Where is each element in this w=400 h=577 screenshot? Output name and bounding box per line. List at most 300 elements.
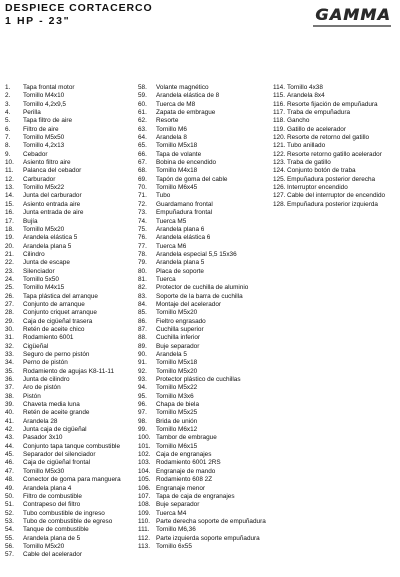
part-name: Tornillo M5x20 xyxy=(23,542,65,550)
part-list-item xyxy=(138,184,270,192)
part-number: 19. xyxy=(5,234,14,242)
part-list-item xyxy=(5,259,133,267)
part-name: Empuñadura posterior izquierda xyxy=(287,200,378,208)
part-name: Tapa de caja de engranajes xyxy=(156,492,235,500)
part-list-item xyxy=(5,84,133,92)
part-list-item xyxy=(138,134,270,142)
part-number: 44. xyxy=(5,442,14,450)
part-number: 110. xyxy=(138,517,150,525)
part-list-item xyxy=(138,468,270,476)
part-number: 90. xyxy=(138,351,147,358)
part-list-item xyxy=(138,434,270,442)
part-name: Engranaje menor xyxy=(156,484,206,492)
part-number: 113. xyxy=(138,542,150,550)
part-list-item xyxy=(138,409,270,417)
part-list-item xyxy=(5,451,133,459)
part-number: 12. xyxy=(5,175,14,183)
part-number: 70. xyxy=(138,184,147,192)
part-list-item xyxy=(5,459,133,467)
part-list-item xyxy=(138,142,270,150)
part-list-item xyxy=(5,126,133,134)
part-number: 125. xyxy=(273,175,286,183)
parts-column-3 xyxy=(273,84,400,209)
part-list-item xyxy=(5,535,133,543)
part-name: Cebador xyxy=(23,150,48,158)
part-number: 21. xyxy=(5,250,14,258)
part-number: 87. xyxy=(138,325,147,333)
part-name: Cigüeñal xyxy=(23,342,49,350)
part-name: Tubo combustible de ingreso xyxy=(23,509,105,517)
part-list-item xyxy=(5,476,133,484)
part-list-item xyxy=(5,284,133,292)
part-list-item xyxy=(5,251,133,259)
part-name: Chaveta media luna xyxy=(23,401,80,409)
part-name: Tornillo M6x12 xyxy=(156,426,198,434)
part-list-item xyxy=(5,201,133,209)
part-list-item xyxy=(138,326,270,334)
part-number: 28. xyxy=(5,309,14,317)
part-list-item xyxy=(138,293,270,301)
part-list-item xyxy=(138,334,270,342)
part-list-item xyxy=(138,243,270,251)
part-list-item xyxy=(5,326,133,334)
part-name: Arandela 8 xyxy=(156,134,187,142)
part-list-item xyxy=(5,109,133,117)
part-name: Interruptor encendido xyxy=(287,184,348,192)
part-name: Seguro de perno pistón xyxy=(23,351,90,358)
part-number: 91. xyxy=(138,359,147,367)
part-list-item xyxy=(138,476,270,484)
part-list-item xyxy=(5,384,133,392)
part-list-item xyxy=(5,268,133,276)
part-name: Tornillo M4x15 xyxy=(23,284,65,292)
part-number: 94. xyxy=(138,384,147,392)
part-name: Conector de goma para manguera xyxy=(23,476,121,484)
part-number: 111. xyxy=(138,526,150,534)
part-number: 14. xyxy=(5,192,14,200)
part-name: Engranaje de mando xyxy=(156,467,216,475)
part-number: 101. xyxy=(138,442,151,450)
part-number: 92. xyxy=(138,367,147,375)
part-number: 36. xyxy=(5,376,14,384)
part-number: 89. xyxy=(138,342,147,350)
part-number: 18. xyxy=(5,225,14,233)
part-number: 84. xyxy=(138,300,147,308)
document-subtitle: 1 HP - 23" xyxy=(5,15,71,27)
part-list-item xyxy=(273,101,400,109)
part-list-item xyxy=(5,376,133,384)
part-name: Arandela plana 6 xyxy=(156,225,205,233)
part-list-item xyxy=(138,384,270,392)
part-name: Tapón de goma del cable xyxy=(156,175,228,183)
part-list-item xyxy=(138,109,270,117)
part-number: 99. xyxy=(138,426,147,434)
part-name: Tanque de combustible xyxy=(23,526,89,534)
part-number: 69. xyxy=(138,175,147,183)
part-number: 93. xyxy=(138,376,147,384)
part-number: 65. xyxy=(138,142,147,150)
part-number: 16. xyxy=(5,209,14,217)
part-list-item xyxy=(138,276,270,284)
part-list-item xyxy=(138,301,270,309)
part-number: 104. xyxy=(138,467,151,475)
part-list-item xyxy=(5,359,133,367)
part-name: Caja de engranajes xyxy=(156,451,212,459)
part-number: 106. xyxy=(138,484,151,492)
part-number: 71. xyxy=(138,192,147,200)
part-list-item xyxy=(138,251,270,259)
part-name: Tornillo M4x18 xyxy=(156,167,198,175)
part-name: Arandela elástica de 8 xyxy=(156,92,220,100)
part-name: Parte izquierda soporte empuñadura xyxy=(156,534,260,542)
part-number: 126. xyxy=(273,184,286,192)
part-name: Tambor de embrague xyxy=(156,434,217,442)
part-name: Tuerca xyxy=(156,275,176,283)
part-list-item xyxy=(138,418,270,426)
part-name: Fieltro engrasado xyxy=(156,317,206,325)
part-number: 40. xyxy=(5,409,14,417)
document-title: DESPIECE CORTACERCO xyxy=(5,2,153,14)
part-name: Tuerca de M8 xyxy=(156,100,196,108)
part-list-item xyxy=(5,151,133,159)
part-name: Tornillo M5x22 xyxy=(156,384,198,392)
part-name: Resorte xyxy=(156,117,179,125)
part-name: Conjunto botón de traba xyxy=(287,167,356,175)
part-name: Conjunto de arranque xyxy=(23,300,85,308)
part-number: 121. xyxy=(273,142,286,150)
part-list-item xyxy=(5,209,133,217)
part-name: Palanca del cebador xyxy=(23,167,82,175)
part-number: 97. xyxy=(138,409,147,417)
part-number: 85. xyxy=(138,309,147,317)
part-number: 109. xyxy=(138,509,151,517)
part-list-item xyxy=(5,409,133,417)
part-number: 1. xyxy=(5,84,11,91)
part-list-item xyxy=(138,84,270,92)
part-list-item xyxy=(138,284,270,292)
part-number: 124. xyxy=(273,167,286,175)
part-number: 35. xyxy=(5,367,14,375)
part-list-item xyxy=(138,401,270,409)
part-name: Cuchilla superior xyxy=(156,325,204,333)
part-number: 42. xyxy=(5,426,14,434)
part-name: Tornillo M5x20 xyxy=(156,367,198,375)
part-number: 61. xyxy=(138,109,147,117)
part-list-item xyxy=(138,117,270,125)
part-list-item xyxy=(138,126,270,134)
part-name: Silenciador xyxy=(23,267,55,275)
part-list-item xyxy=(5,92,133,100)
part-name: Junta de cilindro xyxy=(23,376,70,384)
part-name: Arandela elástica 5 xyxy=(23,234,78,242)
part-name: Arandela elástica 6 xyxy=(156,234,211,242)
part-number: 56. xyxy=(5,542,14,550)
part-name: Tornillo M5x20 xyxy=(156,309,198,317)
part-number: 67. xyxy=(138,159,147,167)
part-number: 15. xyxy=(5,200,14,208)
part-number: 73. xyxy=(138,209,147,217)
part-list-item xyxy=(273,192,400,200)
part-list-item xyxy=(5,293,133,301)
part-number: 66. xyxy=(138,150,147,158)
part-name: Montaje del acelerador xyxy=(156,300,222,308)
part-number: 128. xyxy=(273,200,286,208)
part-number: 4. xyxy=(5,109,11,117)
part-list-item xyxy=(138,376,270,384)
part-name: Perno de pistón xyxy=(23,359,68,367)
part-name: Arandela plana de 5 xyxy=(23,534,81,542)
part-name: Arandela especial 5,5 15x36 xyxy=(156,250,237,258)
part-number: 100. xyxy=(138,434,151,442)
part-number: 48. xyxy=(5,476,14,484)
part-name: Soporte de la barra de cuchilla xyxy=(156,292,243,300)
part-list-item xyxy=(138,201,270,209)
part-list-item xyxy=(273,159,400,167)
part-number: 17. xyxy=(5,217,14,225)
part-list-item xyxy=(5,426,133,434)
part-list-item xyxy=(5,418,133,426)
document-header xyxy=(5,2,395,36)
part-number: 88. xyxy=(138,334,147,342)
part-name: Arandela plana 4 xyxy=(23,484,72,492)
part-list-item xyxy=(138,510,270,518)
part-number: 112. xyxy=(138,534,150,542)
part-number: 58. xyxy=(138,84,147,91)
part-list-item xyxy=(138,459,270,467)
part-list-item xyxy=(138,318,270,326)
part-list-item xyxy=(5,493,133,501)
part-number: 24. xyxy=(5,275,14,283)
part-name: Aro de pistón xyxy=(23,384,61,392)
part-name: Tuerca M4 xyxy=(156,509,187,517)
part-name: Retén de aceite grande xyxy=(23,409,90,417)
part-name: Tapa de volante xyxy=(156,150,202,158)
part-number: 123. xyxy=(273,159,286,167)
part-name: Tuerca M6 xyxy=(156,242,187,250)
part-list-item xyxy=(5,526,133,534)
part-number: 20. xyxy=(5,242,14,250)
part-number: 86. xyxy=(138,317,147,325)
part-list-item xyxy=(5,543,133,551)
part-number: 55. xyxy=(5,534,14,542)
part-list-item xyxy=(273,109,400,117)
part-name: Asiento entrada aire xyxy=(23,200,81,208)
part-list-item xyxy=(5,159,133,167)
part-number: 118. xyxy=(273,117,285,125)
part-list-item xyxy=(5,468,133,476)
part-name: Arandela 8x4 xyxy=(287,92,325,100)
part-list-item xyxy=(5,192,133,200)
parts-column-1 xyxy=(5,84,133,560)
part-name: Filtro de aire xyxy=(23,125,59,133)
part-number: 77. xyxy=(138,242,147,250)
part-name: Contrapeso del filtro xyxy=(23,501,81,509)
part-name: Rodamiento de agujas K8-11-11 xyxy=(23,367,115,375)
part-name: Conjunto tapa tanque combustible xyxy=(23,442,120,450)
part-list-item xyxy=(5,218,133,226)
part-number: 107. xyxy=(138,492,151,500)
part-name: Pasador 3x10 xyxy=(23,434,63,442)
part-list-item xyxy=(5,334,133,342)
part-number: 117. xyxy=(273,109,285,117)
part-number: 29. xyxy=(5,317,14,325)
part-name: Bujía xyxy=(23,217,38,225)
part-name: Bobina de encendido xyxy=(156,159,217,167)
part-number: 5. xyxy=(5,117,11,125)
part-list-item xyxy=(273,201,400,209)
part-number: 33. xyxy=(5,351,14,358)
part-name: Junta entrada de aire xyxy=(23,209,84,217)
part-list-item xyxy=(5,226,133,234)
part-name: Zapata de embrague xyxy=(156,109,216,117)
part-name: Junta del carburador xyxy=(23,192,82,200)
part-name: Tornillo M5x25 xyxy=(156,409,198,417)
part-list-item xyxy=(138,101,270,109)
part-name: Protector de cuchilla de aluminio xyxy=(156,284,249,292)
part-number: 120. xyxy=(273,134,286,142)
part-number: 95. xyxy=(138,392,147,400)
parts-column-2 xyxy=(138,84,270,551)
part-list-item xyxy=(138,351,270,359)
part-list-item xyxy=(138,176,270,184)
part-number: 75. xyxy=(138,225,147,233)
part-name: Tornillo M4x10 xyxy=(23,92,65,100)
part-list-item xyxy=(138,368,270,376)
part-number: 68. xyxy=(138,167,147,175)
part-list-item xyxy=(138,167,270,175)
part-name: Conjunto criquet arranque xyxy=(23,309,97,317)
part-list-item xyxy=(5,510,133,518)
part-list-item xyxy=(138,393,270,401)
part-number: 79. xyxy=(138,259,147,267)
part-list-item xyxy=(273,134,400,142)
part-name: Parte derecha soporte de empuñadura xyxy=(156,517,266,525)
part-list-item xyxy=(5,318,133,326)
part-number: 102. xyxy=(138,451,151,459)
part-name: Tornillo M5x30 xyxy=(23,467,65,475)
part-list-item xyxy=(138,543,270,551)
part-number: 3. xyxy=(5,100,11,108)
part-list-item xyxy=(138,259,270,267)
part-list-item xyxy=(5,117,133,125)
part-name: Tubo xyxy=(156,192,171,200)
part-list-item xyxy=(138,485,270,493)
part-list-item xyxy=(138,526,270,534)
part-number: 54. xyxy=(5,526,14,534)
part-name: Cuchilla inferior xyxy=(156,334,201,342)
part-number: 53. xyxy=(5,517,14,525)
part-list-item xyxy=(5,301,133,309)
part-number: 38. xyxy=(5,392,14,400)
part-list-item xyxy=(5,518,133,526)
part-number: 78. xyxy=(138,250,147,258)
part-number: 63. xyxy=(138,125,147,133)
part-name: Cable del interruptor de encendido xyxy=(287,192,386,200)
part-name: Tornillo M5x20 xyxy=(23,225,65,233)
part-list-item xyxy=(273,151,400,159)
part-name: Gancho xyxy=(287,117,310,125)
part-number: 26. xyxy=(5,292,14,300)
part-number: 6. xyxy=(5,125,11,133)
part-number: 96. xyxy=(138,401,147,409)
part-name: Junta caja de cigüeñal xyxy=(23,426,87,434)
part-number: 13. xyxy=(5,184,14,192)
part-number: 22. xyxy=(5,259,14,267)
part-name: Tornillo M5x18 xyxy=(156,142,198,150)
part-name: Chapa de biela xyxy=(156,401,199,409)
part-list-item xyxy=(5,309,133,317)
part-list-item xyxy=(5,368,133,376)
part-list-item xyxy=(138,493,270,501)
part-name: Guardamano frontal xyxy=(156,200,213,208)
part-list-item xyxy=(138,518,270,526)
part-name: Filtro de combustible xyxy=(23,492,82,500)
part-number: 115. xyxy=(273,92,285,100)
part-name: Buje separador xyxy=(156,501,200,509)
part-list-item xyxy=(138,501,270,509)
part-number: 57. xyxy=(5,551,14,559)
part-name: Tornillo 4,2x9,5 xyxy=(23,100,66,108)
part-list-item xyxy=(138,218,270,226)
part-list-item xyxy=(138,535,270,543)
part-name: Asiento filtro aire xyxy=(23,159,71,167)
part-number: 43. xyxy=(5,434,14,442)
part-list-item xyxy=(273,142,400,150)
part-list-item xyxy=(138,151,270,159)
part-number: 74. xyxy=(138,217,147,225)
part-number: 39. xyxy=(5,401,14,409)
part-name: Tornillo 6x55 xyxy=(156,542,192,550)
part-number: 62. xyxy=(138,117,147,125)
part-list-item xyxy=(138,268,270,276)
part-number: 52. xyxy=(5,509,14,517)
part-list-item xyxy=(5,393,133,401)
part-list-item xyxy=(5,176,133,184)
part-list-item xyxy=(138,443,270,451)
part-name: Traba de empuñadura xyxy=(287,109,351,117)
part-list-item xyxy=(5,551,133,559)
part-name: Perilla xyxy=(23,109,41,117)
part-number: 114. xyxy=(273,84,285,91)
part-list-item xyxy=(5,167,133,175)
part-number: 82. xyxy=(138,284,147,292)
part-number: 31. xyxy=(5,334,14,342)
part-name: Brida de unión xyxy=(156,417,198,425)
part-number: 37. xyxy=(5,384,14,392)
part-list-item xyxy=(273,92,400,100)
part-name: Tornillo M6x45 xyxy=(156,184,198,192)
part-list-item xyxy=(273,126,400,134)
part-list-item xyxy=(5,243,133,251)
part-number: 122. xyxy=(273,150,286,158)
part-name: Empuñadura frontal xyxy=(156,209,213,217)
part-name: Arandela plana 5 xyxy=(23,242,72,250)
part-name: Cilindro xyxy=(23,250,45,258)
part-name: Tornillo M6,36 xyxy=(156,526,196,534)
part-number: 119. xyxy=(273,125,285,133)
part-name: Placa de soporte xyxy=(156,267,204,275)
part-number: 7. xyxy=(5,134,11,142)
part-list-item xyxy=(5,134,133,142)
part-name: Resorte retorno gatillo acelerador xyxy=(287,150,382,158)
part-number: 64. xyxy=(138,134,147,142)
part-name: Resorte de retorno del gatillo xyxy=(287,134,370,142)
part-name: Tornillo M5x50 xyxy=(23,134,65,142)
part-number: 127. xyxy=(273,192,286,200)
part-name: Buje separador xyxy=(156,342,200,350)
part-name: Tapa frontal motor xyxy=(23,84,75,91)
part-number: 32. xyxy=(5,342,14,350)
